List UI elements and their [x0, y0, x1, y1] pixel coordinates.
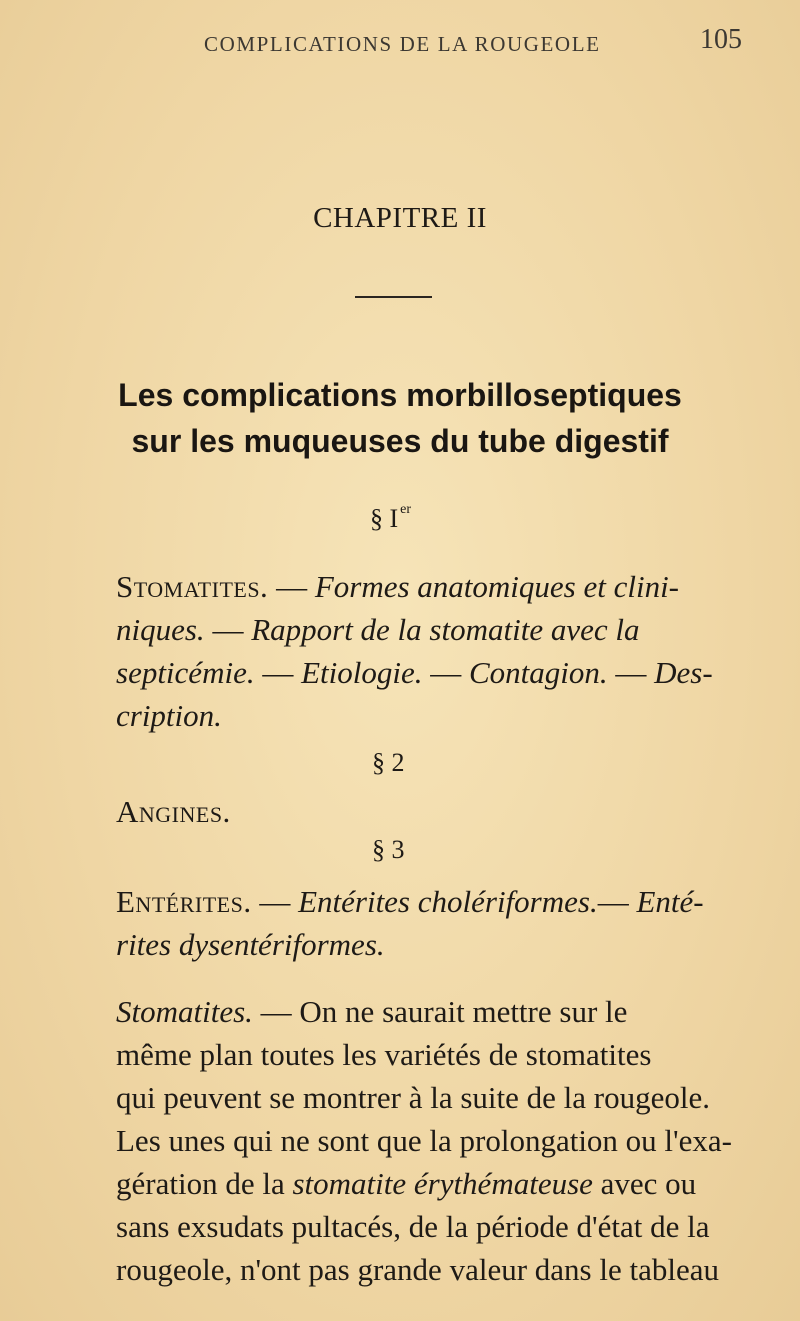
- chapter-title: [0, 372, 800, 464]
- body-lead: Stomatites.: [116, 994, 253, 1029]
- chapter-heading: CHAPITRE II: [313, 202, 487, 234]
- section-1-mark: [370, 502, 411, 534]
- dash: —: [615, 655, 655, 690]
- body-text: On ne saurait mettre sur le: [299, 994, 628, 1029]
- dash: —: [251, 884, 299, 919]
- summary-text: Contagion.: [468, 655, 608, 690]
- dash: —: [430, 655, 469, 690]
- chapter-title-line-1: Les complications morbilloseptiques: [118, 377, 682, 413]
- section-3-mark: § 3: [372, 835, 405, 864]
- body-line: rougeole, n'ont pas grande valeur dans le tableau: [116, 1252, 719, 1287]
- body-emphasis: stomatite érythémateuse: [292, 1166, 593, 1201]
- angines-heading: Angines.: [116, 794, 231, 829]
- dash: —: [252, 994, 300, 1029]
- body-line: Les unes qui ne sont que la prolongation ou l'exa-: [116, 1123, 732, 1158]
- stomatites-summary: [116, 565, 736, 737]
- body-line: sans exsudats pultacés, de la période d'état de la: [116, 1209, 710, 1244]
- chapter-rule: [355, 296, 432, 298]
- summary-text: cription.: [116, 698, 222, 733]
- section-1-number: § I: [370, 504, 399, 533]
- running-head: [0, 24, 800, 64]
- section-2-mark: § 2: [372, 748, 405, 777]
- body-line: [116, 1162, 736, 1205]
- page-number: 105: [700, 24, 742, 55]
- chapter-title-line-2: sur les muqueuses du tube digestif: [131, 423, 669, 459]
- enterites-heading: Entérites.: [116, 884, 252, 919]
- dash: —: [262, 655, 302, 690]
- enterites-summary: [116, 880, 736, 966]
- running-title: COMPLICATIONS DE LA ROUGEOLE: [204, 32, 601, 56]
- summary-text: Entérites cholériformes.: [298, 884, 598, 919]
- body-line: qui peuvent se montrer à la suite de la rougeole.: [116, 1080, 710, 1115]
- summary-line: [116, 880, 736, 923]
- summary-text: niques.: [116, 612, 205, 647]
- body-paragraph: [116, 990, 736, 1291]
- summary-text: septicémie.: [116, 655, 255, 690]
- angines-summary: [116, 790, 736, 833]
- section-1-sup: er: [400, 502, 412, 517]
- summary-text: rites dysentériformes.: [116, 927, 385, 962]
- summary-line: [116, 608, 736, 651]
- summary-text: Formes anatomiques et clini-: [314, 569, 680, 604]
- summary-line: [116, 923, 736, 966]
- body-text: avec ou: [592, 1166, 697, 1201]
- summary-text: Rapport de la stomatite avec la: [251, 612, 640, 647]
- summary-text: Etiologie.: [301, 655, 423, 690]
- body-line: même plan toutes les variétés de stomatites: [116, 1037, 652, 1072]
- summary-line: [116, 565, 736, 608]
- stomatites-heading: Stomatites.: [116, 569, 269, 604]
- dash: —: [597, 884, 637, 919]
- summary-text: Enté-: [636, 884, 704, 919]
- body-line: [116, 990, 736, 1033]
- summary-text: Des-: [654, 655, 713, 690]
- summary-line: [116, 694, 736, 737]
- summary-line: [116, 651, 736, 694]
- dash: —: [268, 569, 315, 604]
- dash: —: [204, 612, 252, 647]
- body-text: gération de la: [116, 1166, 293, 1201]
